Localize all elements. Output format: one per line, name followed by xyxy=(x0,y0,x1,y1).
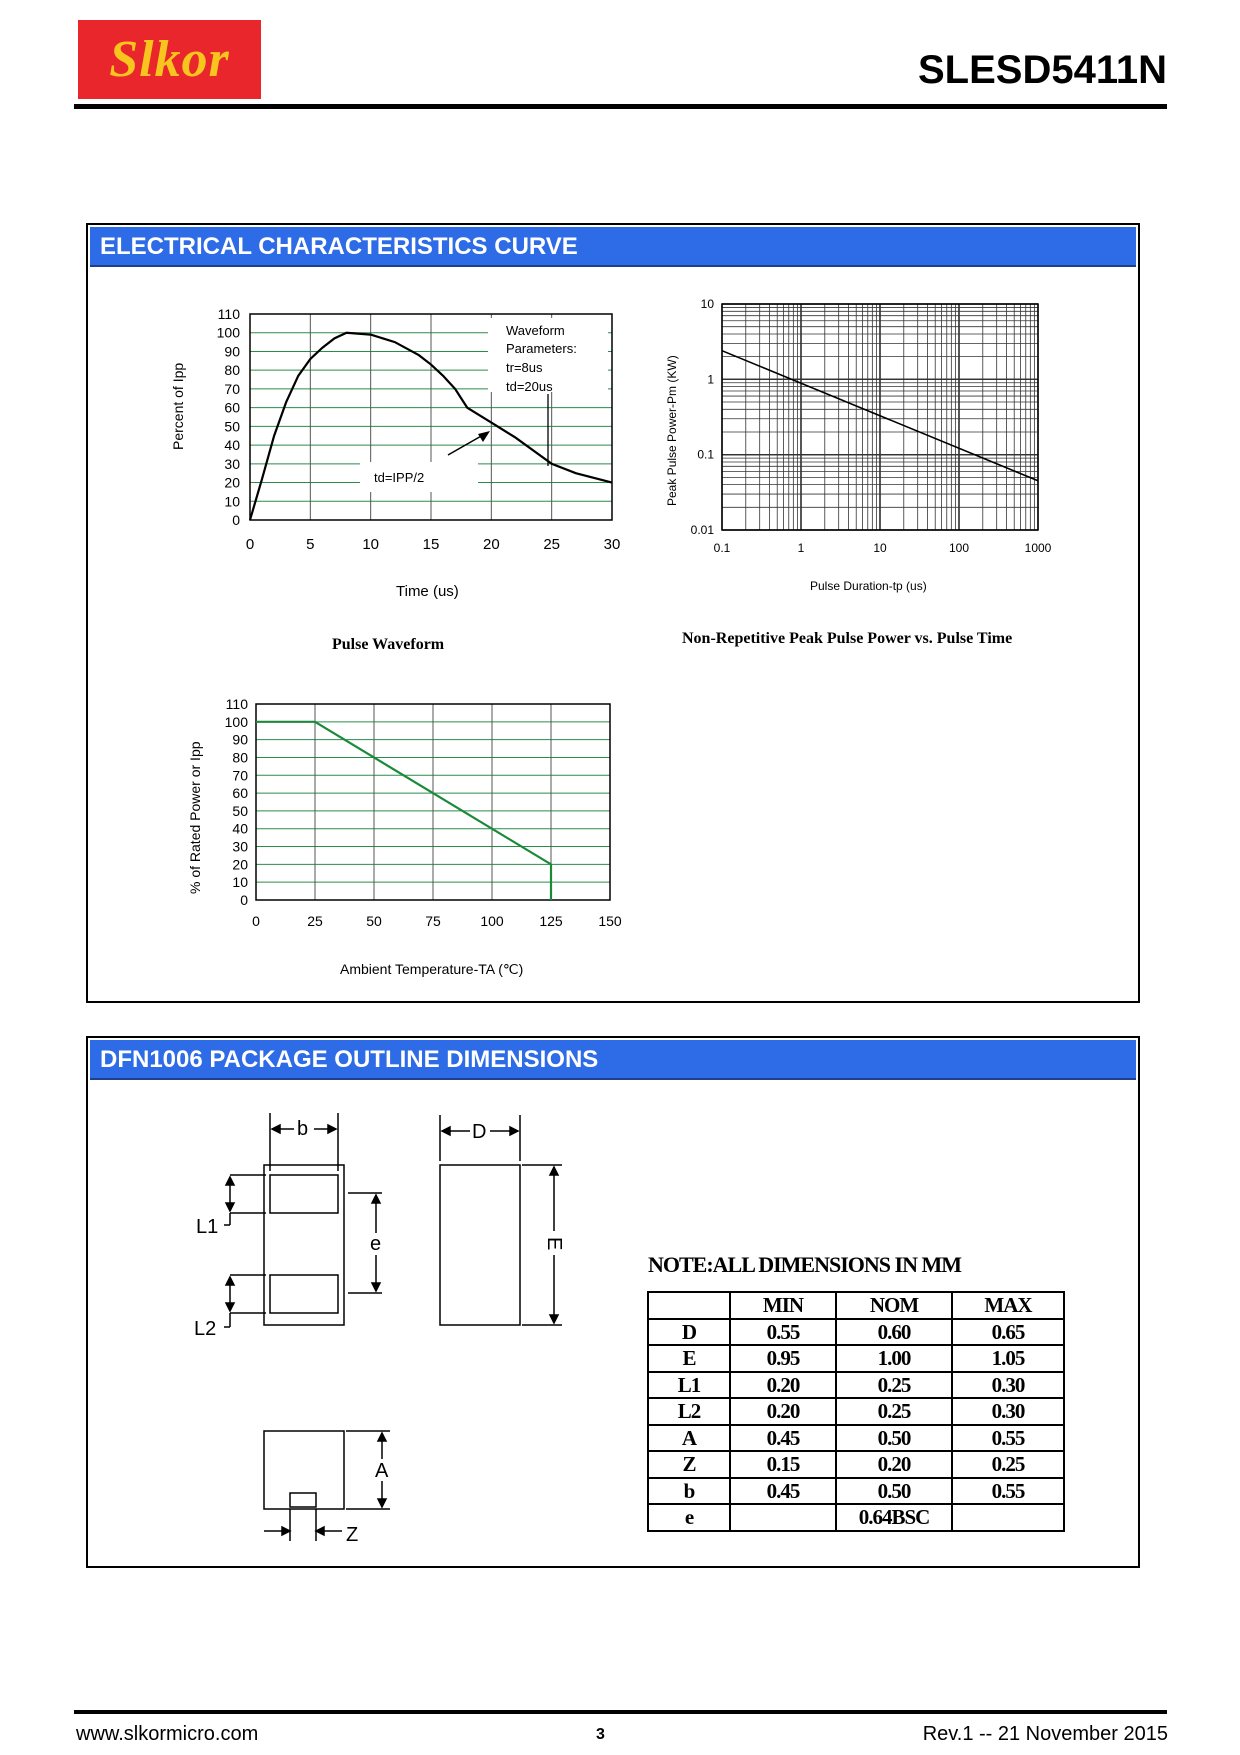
revision-date: Rev.1 -- 21 November 2015 xyxy=(922,1723,1168,1745)
x-tick-label: 0.1 xyxy=(713,541,731,555)
y-tick-label: 0 xyxy=(232,512,240,528)
chart1-ylabel: Percent of Ipp xyxy=(170,362,186,450)
table-cell: 0.20 xyxy=(730,1398,836,1425)
part-number: SLESD5411N xyxy=(917,48,1167,92)
dimensions-table xyxy=(647,1291,1065,1532)
table-cell: E xyxy=(648,1345,730,1372)
table-header-row xyxy=(648,1292,1064,1319)
table-cell: 0.50 xyxy=(836,1478,952,1505)
y-tick-label: 70 xyxy=(232,767,248,784)
dim-label-b: b xyxy=(297,1118,309,1140)
table-cell: e xyxy=(648,1504,730,1531)
table-cell: A xyxy=(648,1425,730,1452)
y-tick-label: 50 xyxy=(232,802,248,819)
x-tick-label: 125 xyxy=(539,913,563,929)
y-tick-label: 10 xyxy=(700,297,714,311)
table-cell: 1.00 xyxy=(836,1345,952,1372)
table-cell: 0.30 xyxy=(952,1372,1064,1399)
table-cell: 0.55 xyxy=(952,1425,1064,1452)
annotation-waveform: Waveform xyxy=(506,323,565,338)
y-tick-label: 90 xyxy=(224,343,240,360)
y-tick-label: 0.01 xyxy=(690,523,714,537)
dimensions-note: NOTE:ALL DIMENSIONS IN MM xyxy=(648,1252,961,1277)
y-tick-label: 70 xyxy=(224,380,240,397)
x-tick-label: 100 xyxy=(480,913,504,929)
dim-label-L2: L2 xyxy=(194,1318,217,1340)
dim-label-L1: L1 xyxy=(196,1216,219,1238)
footer-website: www.slkormicro.com xyxy=(76,1723,259,1745)
chart2-ylabel: Peak Pulse Power-Pm (KW) xyxy=(665,355,679,506)
table-cell: 0.15 xyxy=(730,1451,836,1478)
table-cell: 0.25 xyxy=(836,1372,952,1399)
x-tick-label: 0 xyxy=(245,536,255,553)
chart1-caption: Pulse Waveform xyxy=(332,636,445,653)
annotation-td-half: td=IPP/2 xyxy=(374,470,425,485)
table-cell: b xyxy=(648,1478,730,1505)
y-tick-label: 0 xyxy=(240,892,248,908)
y-tick-label: 20 xyxy=(224,474,240,491)
x-tick-label: 100 xyxy=(948,541,970,555)
y-tick-label: 0.1 xyxy=(697,447,714,462)
chart2-caption: Non-Repetitive Peak Pulse Power vs. Pulse Time xyxy=(682,630,1013,647)
x-tick-label: 5 xyxy=(306,536,315,553)
y-tick-label: 90 xyxy=(232,731,248,748)
table-cell: 0.95 xyxy=(730,1345,836,1372)
y-tick-label: 80 xyxy=(224,362,240,379)
table-cell: 0.60 xyxy=(836,1319,952,1346)
y-tick-label: 60 xyxy=(224,399,240,416)
x-tick-label: 50 xyxy=(366,913,382,929)
x-tick-label: 150 xyxy=(598,913,622,929)
table-cell: 0.55 xyxy=(730,1319,836,1346)
x-tick-label: 75 xyxy=(425,913,441,929)
table-cell: 0.30 xyxy=(952,1398,1064,1425)
dim-label-Z: Z xyxy=(346,1524,359,1546)
table-row xyxy=(648,1504,1064,1531)
x-tick-label: 1000 xyxy=(1024,541,1052,555)
table-cell: 1.05 xyxy=(952,1345,1064,1372)
table-header: NOM xyxy=(836,1292,952,1319)
chart1-xlabel: Time (us) xyxy=(396,583,459,600)
dim-label-E: E xyxy=(543,1237,565,1251)
table-cell: 0.55 xyxy=(952,1478,1064,1505)
header-divider xyxy=(74,104,1167,109)
table-cell: Z xyxy=(648,1451,730,1478)
table-header xyxy=(648,1292,730,1319)
y-tick-label: 50 xyxy=(224,418,240,435)
table-cell: 0.25 xyxy=(952,1451,1064,1478)
table-cell: 0.50 xyxy=(836,1425,952,1452)
table-cell: D xyxy=(648,1319,730,1346)
table-row xyxy=(648,1425,1064,1452)
x-tick-label: 20 xyxy=(482,536,500,553)
table-header: MAX xyxy=(952,1292,1064,1319)
table-cell: 0.20 xyxy=(730,1372,836,1399)
dim-label-A: A xyxy=(375,1460,389,1482)
chart2-xlabel: Pulse Duration-tp (us) xyxy=(810,579,927,593)
table-cell: 0.64BSC xyxy=(836,1504,952,1531)
footer-divider xyxy=(74,1710,1167,1714)
x-tick-label: 30 xyxy=(603,536,621,553)
table-cell: L2 xyxy=(648,1398,730,1425)
x-tick-label: 25 xyxy=(307,913,323,929)
y-tick-label: 1 xyxy=(707,372,714,387)
table-row xyxy=(648,1319,1064,1346)
x-tick-label: 10 xyxy=(873,541,887,555)
table-row xyxy=(648,1345,1064,1372)
table-row xyxy=(648,1398,1064,1425)
table-cell: 0.20 xyxy=(836,1451,952,1478)
y-tick-label: 110 xyxy=(217,306,240,322)
y-tick-label: 80 xyxy=(232,749,248,766)
x-tick-label: 15 xyxy=(422,536,440,553)
section-title-electrical: ELECTRICAL CHARACTERISTICS CURVE xyxy=(90,227,1136,267)
annotation-parameters: Parameters: xyxy=(506,341,577,356)
annotation-td: td=20us xyxy=(506,379,553,394)
annotation-tr: tr=8us xyxy=(506,360,543,375)
x-tick-label: 1 xyxy=(797,541,805,555)
y-tick-label: 110 xyxy=(225,696,248,712)
y-tick-label: 60 xyxy=(232,785,248,802)
y-tick-label: 40 xyxy=(232,820,248,837)
pulse-waveform-chart xyxy=(150,290,640,660)
y-tick-label: 30 xyxy=(224,455,240,472)
section-title-package: DFN1006 PACKAGE OUTLINE DIMENSIONS xyxy=(90,1040,1136,1080)
table-cell: 0.25 xyxy=(836,1398,952,1425)
table-cell xyxy=(730,1504,836,1531)
y-tick-label: 100 xyxy=(224,713,248,730)
peak-pulse-power-chart xyxy=(660,290,1080,610)
table-row xyxy=(648,1372,1064,1399)
company-logo xyxy=(78,20,261,99)
table-row xyxy=(648,1478,1064,1505)
y-tick-label: 10 xyxy=(232,874,248,891)
y-tick-label: 20 xyxy=(232,856,248,873)
x-tick-label: 25 xyxy=(543,536,561,553)
y-tick-label: 30 xyxy=(232,838,248,855)
y-tick-label: 100 xyxy=(216,324,240,341)
table-header: MIN xyxy=(730,1292,836,1319)
table-cell: 0.65 xyxy=(952,1319,1064,1346)
package-outline-drawing xyxy=(180,1095,600,1565)
chart3-ylabel: % of Rated Power or Ipp xyxy=(187,741,203,894)
y-tick-label: 10 xyxy=(224,493,240,510)
table-cell: 0.45 xyxy=(730,1425,836,1452)
table-cell: 0.45 xyxy=(730,1478,836,1505)
x-tick-label: 10 xyxy=(362,536,380,553)
table-cell xyxy=(952,1504,1064,1531)
page-number: 3 xyxy=(596,1726,605,1743)
logo-text: Slkor xyxy=(109,31,230,88)
table-cell: L1 xyxy=(648,1372,730,1399)
derating-chart xyxy=(180,690,640,990)
y-tick-label: 40 xyxy=(224,437,240,454)
chart3-xlabel: Ambient Temperature-TA (℃) xyxy=(340,961,524,977)
dim-label-D: D xyxy=(472,1121,487,1143)
table-row xyxy=(648,1451,1064,1478)
dim-label-e: e xyxy=(370,1233,382,1255)
x-tick-label: 0 xyxy=(252,913,260,929)
